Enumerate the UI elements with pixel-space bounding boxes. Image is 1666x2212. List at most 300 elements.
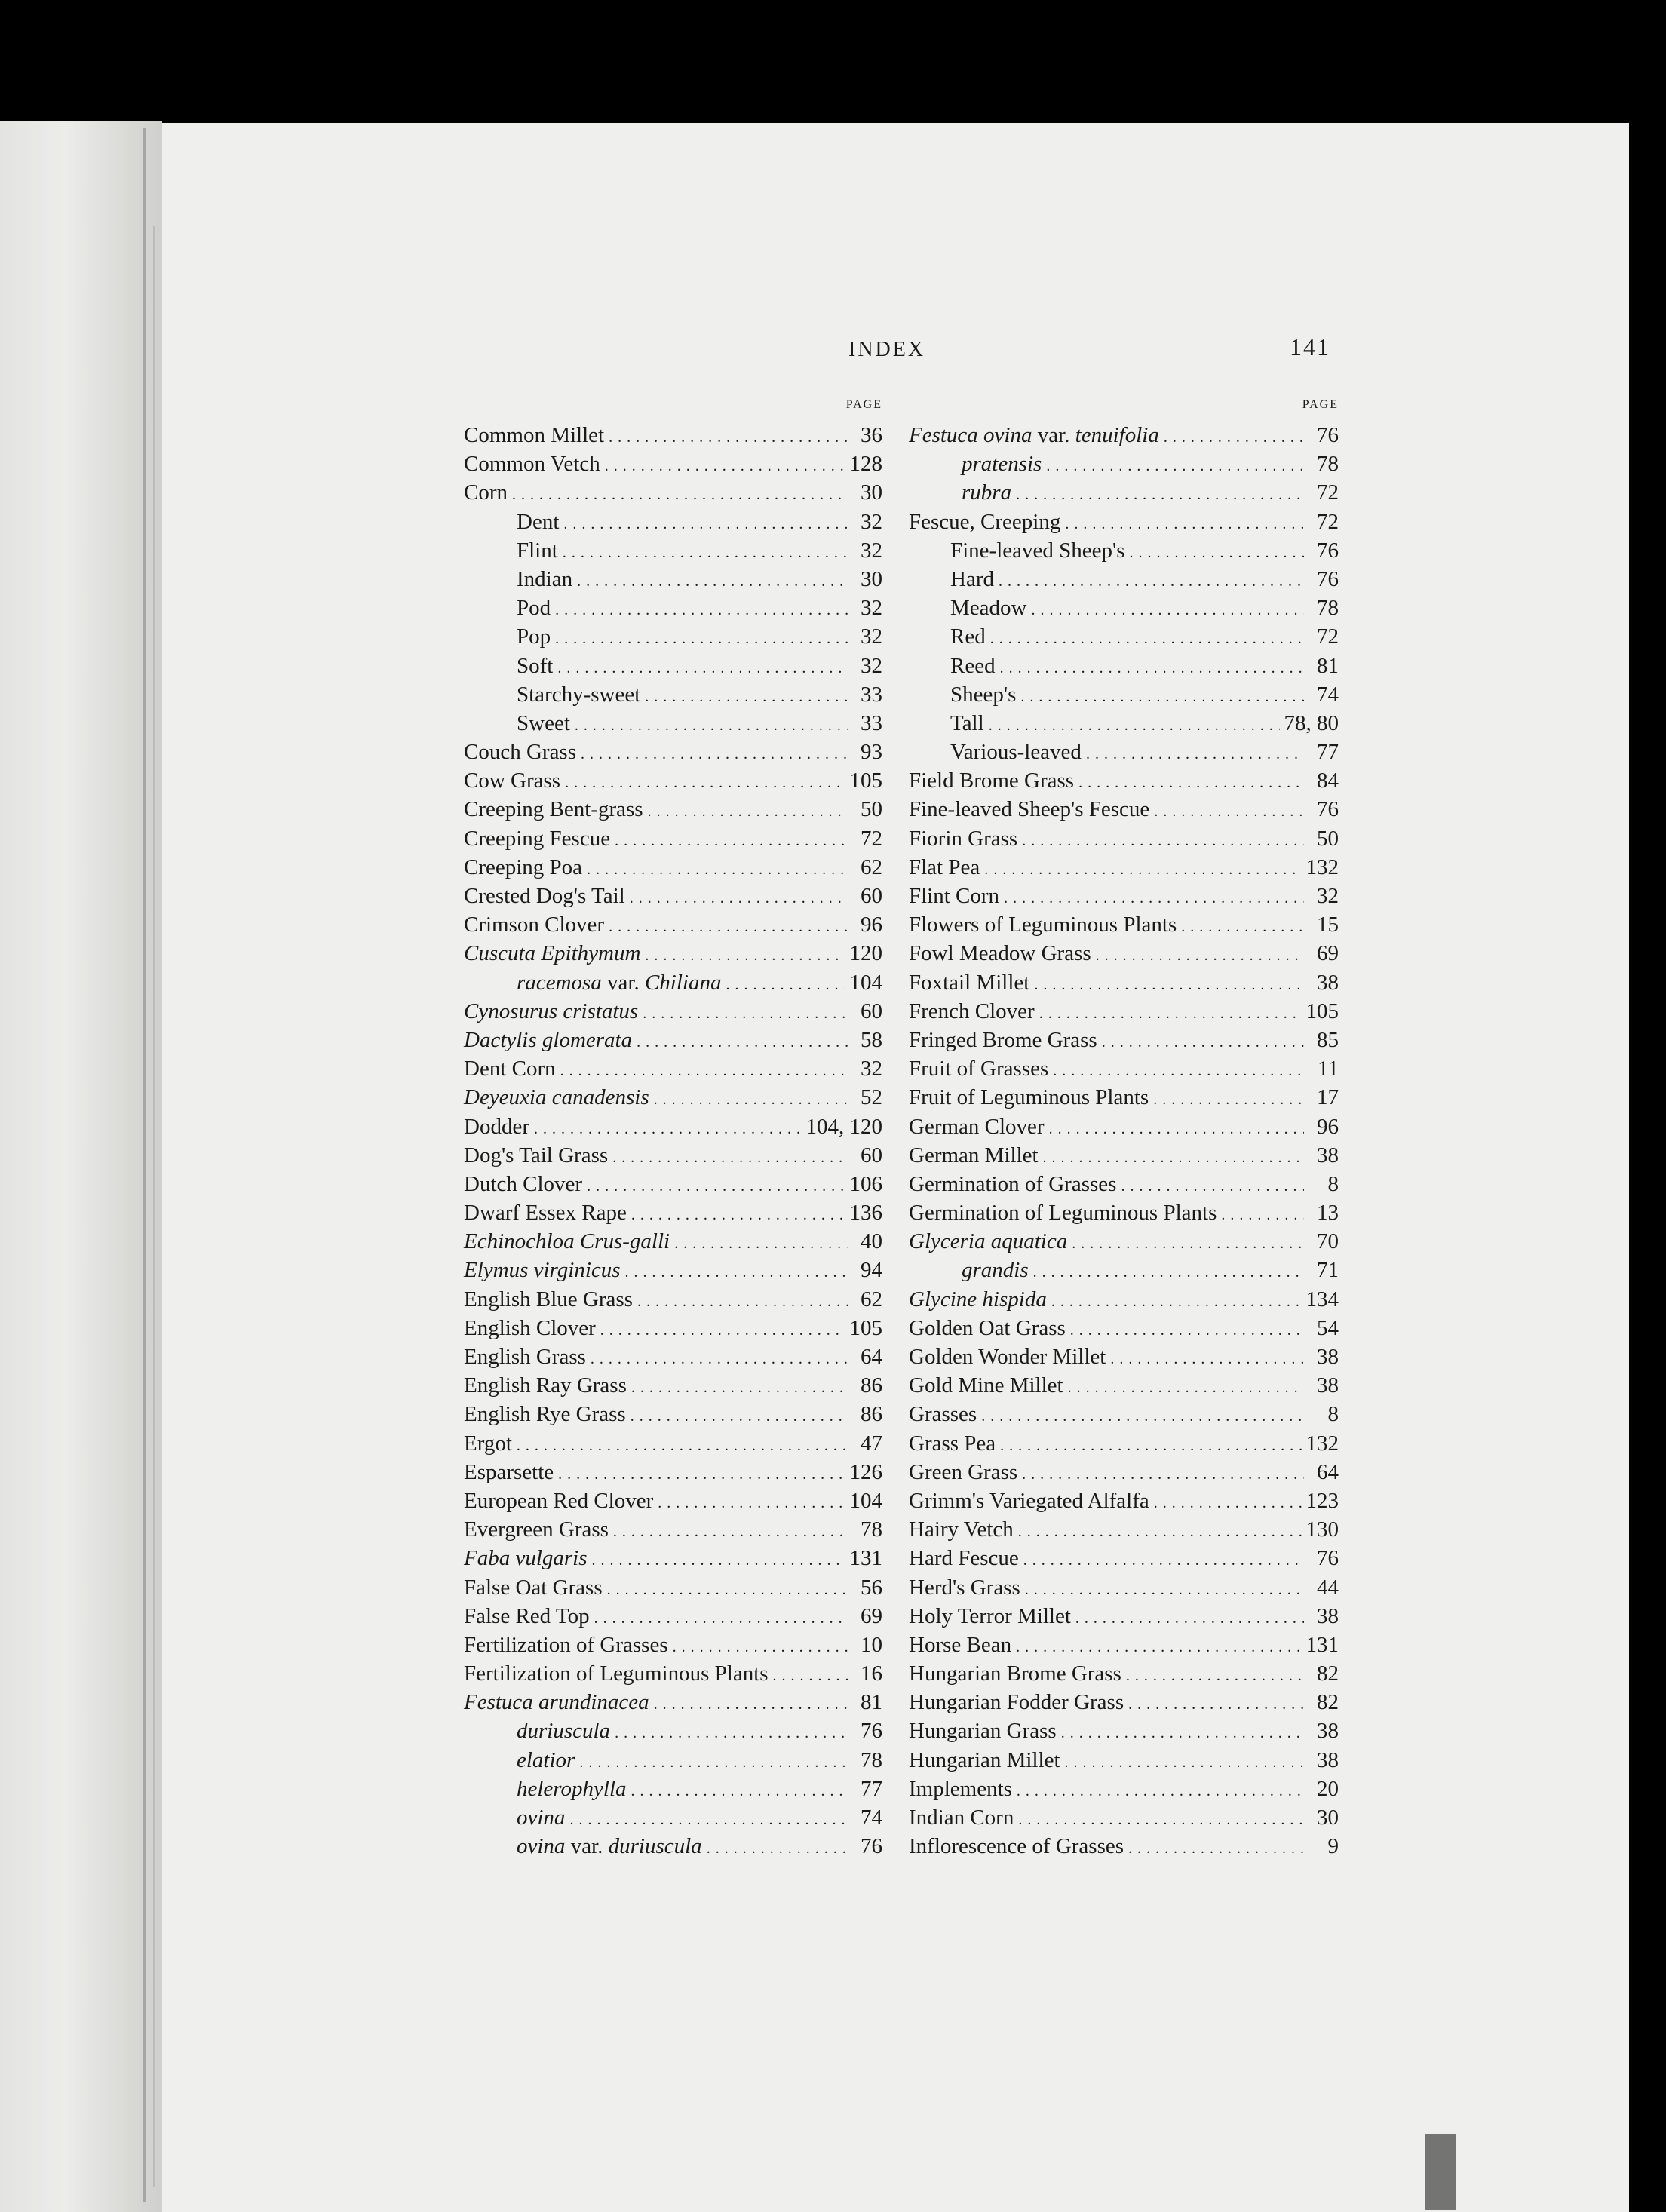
- index-entry: [464, 1486, 882, 1515]
- dot-leader: [1102, 1026, 1304, 1054]
- index-entry-label: German Millet: [909, 1143, 1039, 1167]
- dot-leader: [707, 1832, 848, 1861]
- dot-leader: [648, 795, 848, 824]
- index-entry: [464, 1112, 882, 1141]
- index-entry-page: 130: [1305, 1517, 1339, 1542]
- index-entry-label: Starchy-sweet: [517, 682, 641, 707]
- index-entry: [464, 565, 882, 594]
- index-entry-page: 15: [1317, 913, 1339, 937]
- index-entry: [909, 478, 1339, 507]
- index-entry: [464, 622, 882, 651]
- index-entry-page: 78: [1317, 452, 1339, 477]
- index-entry-page: 32: [861, 653, 882, 678]
- index-entry-page: 8: [1327, 1171, 1339, 1196]
- index-entry-page: 105: [849, 1315, 882, 1340]
- index-entry-page: 94: [861, 1258, 882, 1283]
- index-entry-page: 123: [1305, 1488, 1339, 1513]
- index-entry: [464, 824, 882, 853]
- index-entry-label: Esparsette: [464, 1459, 554, 1484]
- dot-leader: [1128, 1832, 1304, 1861]
- index-entry: [909, 1026, 1339, 1054]
- index-entry-page: 120: [849, 941, 882, 966]
- index-entry: [464, 939, 882, 968]
- index-entry: [909, 1285, 1339, 1314]
- index-entry-page: 32: [861, 538, 882, 563]
- index-entry: [909, 910, 1339, 939]
- index-entry-page: 56: [861, 1575, 882, 1600]
- index-entry-page: 72: [1317, 509, 1339, 534]
- index-entry: [464, 1746, 882, 1775]
- index-entry: [909, 1832, 1339, 1861]
- index-entry-label: Hard: [950, 566, 994, 591]
- index-entry-label: Couch Grass: [464, 740, 577, 765]
- index-entry: [909, 997, 1339, 1026]
- index-entry: [909, 1400, 1339, 1428]
- index-entry-page: 54: [1317, 1315, 1339, 1340]
- index-entry-label: Foxtail Millet: [909, 970, 1030, 995]
- index-entry-page: 104: [849, 970, 882, 995]
- index-entry-label: Hairy Vetch: [909, 1517, 1014, 1542]
- dot-leader: [1049, 1112, 1304, 1141]
- dot-leader: [579, 1746, 848, 1775]
- dot-leader: [517, 1429, 848, 1458]
- index-entry-label: Indian: [517, 566, 573, 591]
- index-entry-label: Festuca arundinacea: [464, 1690, 649, 1715]
- index-entry-label: Evergreen Grass: [464, 1517, 609, 1542]
- index-entry: [464, 1803, 882, 1832]
- index-entry: [464, 449, 882, 478]
- index-entry-label: Fine-leaved Sheep's: [950, 538, 1125, 563]
- index-entry: [909, 795, 1339, 824]
- index-entry: [909, 1515, 1339, 1544]
- index-entry-page: 81: [1317, 653, 1339, 678]
- index-entry: [909, 766, 1339, 795]
- dot-leader: [643, 997, 848, 1026]
- index-entry-label: racemosa var. Chiliana: [517, 970, 722, 995]
- index-entry-page: 132: [1305, 1431, 1339, 1456]
- index-entry: [464, 910, 882, 939]
- dot-leader: [555, 594, 848, 622]
- index-entry-page: 77: [1317, 740, 1339, 765]
- index-entry-page: 82: [1317, 1690, 1339, 1715]
- index-entry-page: 62: [861, 1287, 882, 1312]
- dot-leader: [637, 1285, 848, 1314]
- index-entry-label: Fringed Brome Grass: [909, 1027, 1097, 1052]
- index-entry-page: 70: [1317, 1229, 1339, 1254]
- index-entry-page: 33: [861, 682, 882, 707]
- index-entry: [464, 1775, 882, 1803]
- dot-leader: [1051, 1285, 1302, 1314]
- dot-leader: [615, 824, 848, 853]
- index-entry-page: 20: [1317, 1776, 1339, 1801]
- index-entry: [464, 1458, 882, 1486]
- index-entry-page: 64: [1317, 1459, 1339, 1484]
- index-entry-page: 131: [849, 1546, 882, 1571]
- dot-leader: [613, 1515, 848, 1544]
- dot-leader: [1068, 1371, 1304, 1400]
- dot-leader: [612, 1141, 848, 1170]
- index-entry-label: Golden Wonder Millet: [909, 1345, 1106, 1369]
- index-entry-page: 44: [1317, 1575, 1339, 1600]
- index-entry-label: duriuscula: [517, 1719, 611, 1744]
- index-entry-label: Flint Corn: [909, 884, 1000, 908]
- dot-leader: [1128, 1688, 1304, 1717]
- index-entry: [909, 1371, 1339, 1400]
- index-entry: [909, 1198, 1339, 1227]
- index-entry-page: 30: [861, 480, 882, 505]
- index-entry-label: Fruit of Leguminous Plants: [909, 1085, 1149, 1110]
- dot-leader: [607, 1573, 848, 1602]
- index-entry: [909, 1256, 1339, 1284]
- index-entry: [464, 508, 882, 536]
- index-entry-label: rubra: [962, 480, 1012, 505]
- dot-leader: [534, 1112, 802, 1141]
- index-entry-label: Herd's Grass: [909, 1575, 1020, 1600]
- index-entry-label: Glyceria aquatica: [909, 1229, 1068, 1254]
- index-entry-page: 38: [1317, 1345, 1339, 1369]
- index-entry: [464, 478, 882, 507]
- dot-leader: [631, 1371, 848, 1400]
- dot-leader: [565, 766, 845, 795]
- index-entry-label: False Oat Grass: [464, 1575, 603, 1600]
- index-entry-page: 132: [1305, 854, 1339, 879]
- dot-leader: [726, 968, 845, 997]
- index-entry: [909, 421, 1339, 449]
- index-entry-label: Golden Oat Grass: [909, 1315, 1066, 1340]
- index-entry: [464, 421, 882, 449]
- index-entry: [464, 853, 882, 882]
- index-entry-page: 96: [861, 913, 882, 937]
- index-entry-page: 74: [861, 1805, 882, 1830]
- index-entry-label: English Clover: [464, 1315, 596, 1340]
- index-entry-label: Reed: [950, 653, 996, 678]
- index-entry-label: Common Vetch: [464, 452, 600, 477]
- index-entry: [909, 968, 1339, 997]
- dot-leader: [557, 652, 848, 680]
- index-entry-page: 76: [1317, 423, 1339, 447]
- index-entry-page: 36: [861, 423, 882, 447]
- index-entry: [909, 1688, 1339, 1717]
- dot-leader: [1075, 1602, 1304, 1631]
- dot-leader: [1016, 478, 1304, 507]
- index-entry-label: French Clover: [909, 999, 1035, 1023]
- index-entry-label: Crested Dog's Tail: [464, 884, 625, 908]
- index-entry: [909, 1458, 1339, 1486]
- dot-leader: [637, 1026, 848, 1054]
- index-page: [162, 123, 1629, 2212]
- dot-leader: [1022, 824, 1304, 853]
- index-entry: [909, 1141, 1339, 1170]
- dot-leader: [1130, 536, 1304, 565]
- index-entry-page: 105: [1305, 999, 1339, 1023]
- binding-shadow: [143, 128, 146, 2202]
- dot-leader: [1181, 910, 1304, 939]
- index-entry: [909, 1170, 1339, 1198]
- dot-leader: [1065, 508, 1304, 536]
- index-entry-page: 77: [861, 1776, 882, 1801]
- index-entry-page: 72: [1317, 624, 1339, 649]
- dot-leader: [631, 1198, 845, 1227]
- index-entry: [464, 709, 882, 738]
- index-entry-page: 69: [861, 1603, 882, 1628]
- dot-leader: [1221, 1198, 1304, 1227]
- dot-leader: [587, 1170, 845, 1198]
- index-entry: [909, 536, 1339, 565]
- index-entry-page: 76: [1317, 1546, 1339, 1571]
- index-entry-label: Dog's Tail Grass: [464, 1143, 609, 1167]
- index-entry-page: 131: [1305, 1632, 1339, 1657]
- index-entry-label: pratensis: [962, 452, 1042, 477]
- index-entry-label: Red: [950, 624, 986, 649]
- dot-leader: [1086, 738, 1304, 766]
- index-entry: [464, 1400, 882, 1428]
- index-entry-page: 74: [1317, 682, 1339, 707]
- index-entry-label: Indian Corn: [909, 1805, 1014, 1830]
- index-entry-label: Inflorescence of Grasses: [909, 1834, 1124, 1859]
- index-entry-label: Horse Bean: [909, 1632, 1012, 1657]
- index-entry: [909, 1054, 1339, 1083]
- index-entry-page: 106: [849, 1171, 882, 1196]
- index-entry: [909, 1314, 1339, 1342]
- page-title: INDEX: [848, 338, 926, 361]
- index-entry-label: Hungarian Millet: [909, 1747, 1060, 1772]
- index-entry: [909, 1429, 1339, 1458]
- left-page-edge: [0, 121, 162, 2212]
- index-entry-page: 72: [861, 826, 882, 851]
- index-entry-label: Flint: [517, 538, 558, 563]
- dot-leader: [1072, 1227, 1304, 1256]
- index-entry-label: Germination of Grasses: [909, 1171, 1117, 1196]
- index-entry-page: 30: [861, 566, 882, 591]
- index-entry-label: Hungarian Brome Grass: [909, 1661, 1121, 1686]
- index-entry-label: Soft: [517, 653, 554, 678]
- index-entry-page: 69: [1317, 941, 1339, 966]
- index-entry: [464, 1054, 882, 1083]
- index-entry: [464, 738, 882, 766]
- index-entry-page: 32: [861, 1057, 882, 1081]
- index-entry-label: Meadow: [950, 596, 1027, 621]
- index-entry-label: Germination of Leguminous Plants: [909, 1201, 1217, 1226]
- dot-leader: [1039, 997, 1302, 1026]
- index-entry-label: Fine-leaved Sheep's Fescue: [909, 797, 1150, 822]
- index-entry: [464, 1688, 882, 1717]
- dot-leader: [630, 882, 848, 910]
- index-entry-page: 136: [849, 1201, 882, 1226]
- index-entry-page: 32: [861, 596, 882, 621]
- index-entry-page: 105: [849, 769, 882, 793]
- index-entry: [464, 1170, 882, 1198]
- index-entry: [464, 1573, 882, 1602]
- dot-leader: [609, 421, 848, 449]
- index-entry-label: Cynosurus cristatus: [464, 999, 639, 1023]
- dot-leader: [1018, 1515, 1302, 1544]
- index-entry-label: Dutch Clover: [464, 1171, 583, 1196]
- dot-leader: [512, 478, 848, 507]
- dot-leader: [591, 1342, 848, 1371]
- index-entry: [909, 652, 1339, 680]
- index-entry-label: grandis: [962, 1258, 1029, 1283]
- index-entry: [464, 1544, 882, 1572]
- index-entry-label: English Ray Grass: [464, 1373, 627, 1398]
- index-entry: [464, 1832, 882, 1861]
- index-entry-page: 86: [861, 1373, 882, 1398]
- dot-leader: [560, 1054, 848, 1083]
- index-entry: [909, 709, 1339, 738]
- index-entry-label: ovina var. duriuscula: [517, 1834, 702, 1859]
- index-entry: [909, 449, 1339, 478]
- index-entry-page: 64: [861, 1345, 882, 1369]
- dot-leader: [990, 622, 1304, 651]
- index-entry-label: Common Millet: [464, 423, 605, 447]
- index-entry-page: 62: [861, 854, 882, 879]
- index-entry-label: Dactylis glomerata: [464, 1027, 633, 1052]
- index-entry-label: Various-leaved: [950, 740, 1082, 765]
- index-entry-page: 50: [1317, 826, 1339, 851]
- index-entry-label: Fruit of Grasses: [909, 1057, 1049, 1081]
- index-entry-label: elatior: [517, 1747, 575, 1772]
- index-entry-label: Crimson Clover: [464, 913, 605, 937]
- index-entry-label: Sweet: [517, 710, 570, 735]
- dot-leader: [1033, 1256, 1304, 1284]
- dot-leader: [1153, 1083, 1304, 1112]
- index-entry: [909, 1112, 1339, 1141]
- index-entry-label: Deyeuxia canadensis: [464, 1085, 649, 1110]
- index-entry: [464, 652, 882, 680]
- index-entry-label: Pop: [517, 624, 551, 649]
- index-entry-page: 71: [1317, 1258, 1339, 1283]
- dot-leader: [1000, 1429, 1301, 1458]
- index-entry-page: 60: [861, 1143, 882, 1167]
- index-entry-page: 32: [861, 624, 882, 649]
- index-entry-page: 134: [1305, 1287, 1339, 1312]
- index-entry-label: Green Grass: [909, 1459, 1018, 1484]
- index-entry-page: 104: [849, 1488, 882, 1513]
- dot-leader: [1023, 1544, 1304, 1572]
- index-entry: [909, 939, 1339, 968]
- dot-leader: [984, 853, 1301, 882]
- index-entry-page: 76: [1317, 797, 1339, 822]
- index-entry-label: Grasses: [909, 1402, 977, 1427]
- index-entry-page: 38: [1317, 1719, 1339, 1744]
- index-entry: [464, 882, 882, 910]
- index-entry-page: 38: [1317, 970, 1339, 995]
- index-entry-page: 76: [1317, 566, 1339, 591]
- index-entry: [909, 1083, 1339, 1112]
- dot-leader: [600, 1314, 845, 1342]
- dot-leader: [773, 1659, 848, 1688]
- index-entry-page: 60: [861, 999, 882, 1023]
- index-entry-page: 38: [1317, 1747, 1339, 1772]
- index-entry-page: 40: [861, 1229, 882, 1254]
- index-entry: [909, 1602, 1339, 1631]
- dot-leader: [1154, 1486, 1302, 1515]
- index-entry-page: 8: [1327, 1402, 1339, 1427]
- index-entry: [909, 1486, 1339, 1515]
- index-entry-page: 38: [1317, 1373, 1339, 1398]
- index-entry-page: 17: [1317, 1085, 1339, 1110]
- index-entry: [909, 1717, 1339, 1745]
- index-entry-label: English Rye Grass: [464, 1402, 626, 1427]
- index-entry-label: Creeping Bent-grass: [464, 797, 643, 822]
- dot-leader: [1154, 795, 1304, 824]
- index-entry: [464, 1026, 882, 1054]
- index-entry-label: ovina: [517, 1805, 566, 1830]
- index-entry-page: 11: [1318, 1057, 1339, 1081]
- index-entry: [464, 1314, 882, 1342]
- index-entry-label: Cuscuta Epithymum: [464, 941, 641, 966]
- column-page-label: PAGE: [845, 398, 882, 411]
- index-entry: [464, 1371, 882, 1400]
- dot-leader: [673, 1631, 848, 1659]
- dot-leader: [1022, 1458, 1304, 1486]
- dot-leader: [674, 1227, 848, 1256]
- index-entry: [464, 1198, 882, 1227]
- dot-leader: [1025, 1573, 1304, 1602]
- index-entry: [909, 824, 1339, 853]
- index-entry: [909, 1803, 1339, 1832]
- dot-leader: [1031, 594, 1304, 622]
- dot-leader: [594, 1602, 848, 1631]
- dot-leader: [1043, 1141, 1304, 1170]
- dot-leader: [609, 910, 848, 939]
- index-entry: [464, 1342, 882, 1371]
- index-entry: [464, 1256, 882, 1284]
- index-entry-label: Creeping Poa: [464, 854, 583, 879]
- index-entry-label: Grimm's Variegated Alfalfa: [909, 1488, 1149, 1513]
- index-entry: [909, 1659, 1339, 1688]
- dot-leader: [1018, 1803, 1304, 1832]
- index-entry-page: 13: [1317, 1201, 1339, 1226]
- index-entry-label: Hungarian Fodder Grass: [909, 1690, 1124, 1715]
- index-entry-page: 128: [849, 452, 882, 477]
- index-entry: [464, 1602, 882, 1631]
- dot-leader: [1096, 939, 1304, 968]
- index-entry-label: Dodder: [464, 1114, 529, 1139]
- index-entry-page: 32: [861, 509, 882, 534]
- index-entry-label: Festuca ovina var. tenuifolia: [909, 423, 1159, 447]
- dot-leader: [575, 709, 848, 738]
- dot-leader: [555, 622, 848, 651]
- index-entry-page: 38: [1317, 1143, 1339, 1167]
- index-entry-label: Fertilization of Grasses: [464, 1632, 668, 1657]
- index-entry-label: Grass Pea: [909, 1431, 996, 1456]
- index-entry: [909, 882, 1339, 910]
- index-entry-label: Tall: [950, 710, 984, 735]
- index-entry-label: Fowl Meadow Grass: [909, 941, 1091, 966]
- dot-leader: [587, 853, 848, 882]
- dot-leader: [1061, 1717, 1304, 1745]
- index-entry-page: 76: [861, 1834, 882, 1859]
- dot-leader: [569, 1803, 848, 1832]
- index-entry-page: 16: [861, 1661, 882, 1686]
- index-entry-label: Dent: [517, 509, 560, 534]
- index-entry-label: Hungarian Grass: [909, 1719, 1057, 1744]
- index-entry-label: Sheep's: [950, 682, 1017, 707]
- index-entry-label: Pod: [517, 596, 551, 621]
- index-entry-label: Elymus virginicus: [464, 1258, 621, 1283]
- binding-shadow-secondary: [153, 226, 155, 2187]
- dot-leader: [1121, 1170, 1304, 1198]
- index-entry-label: Fiorin Grass: [909, 826, 1018, 851]
- index-entry-page: 84: [1317, 769, 1339, 793]
- index-entry-label: helerophylla: [517, 1776, 627, 1801]
- index-entry-label: Creeping Fescue: [464, 826, 611, 851]
- index-entry-list: [909, 421, 1339, 1861]
- dot-leader: [563, 508, 848, 536]
- index-column-left: [464, 398, 882, 1861]
- index-entry: [909, 1631, 1339, 1659]
- page-number: 141: [1290, 333, 1330, 360]
